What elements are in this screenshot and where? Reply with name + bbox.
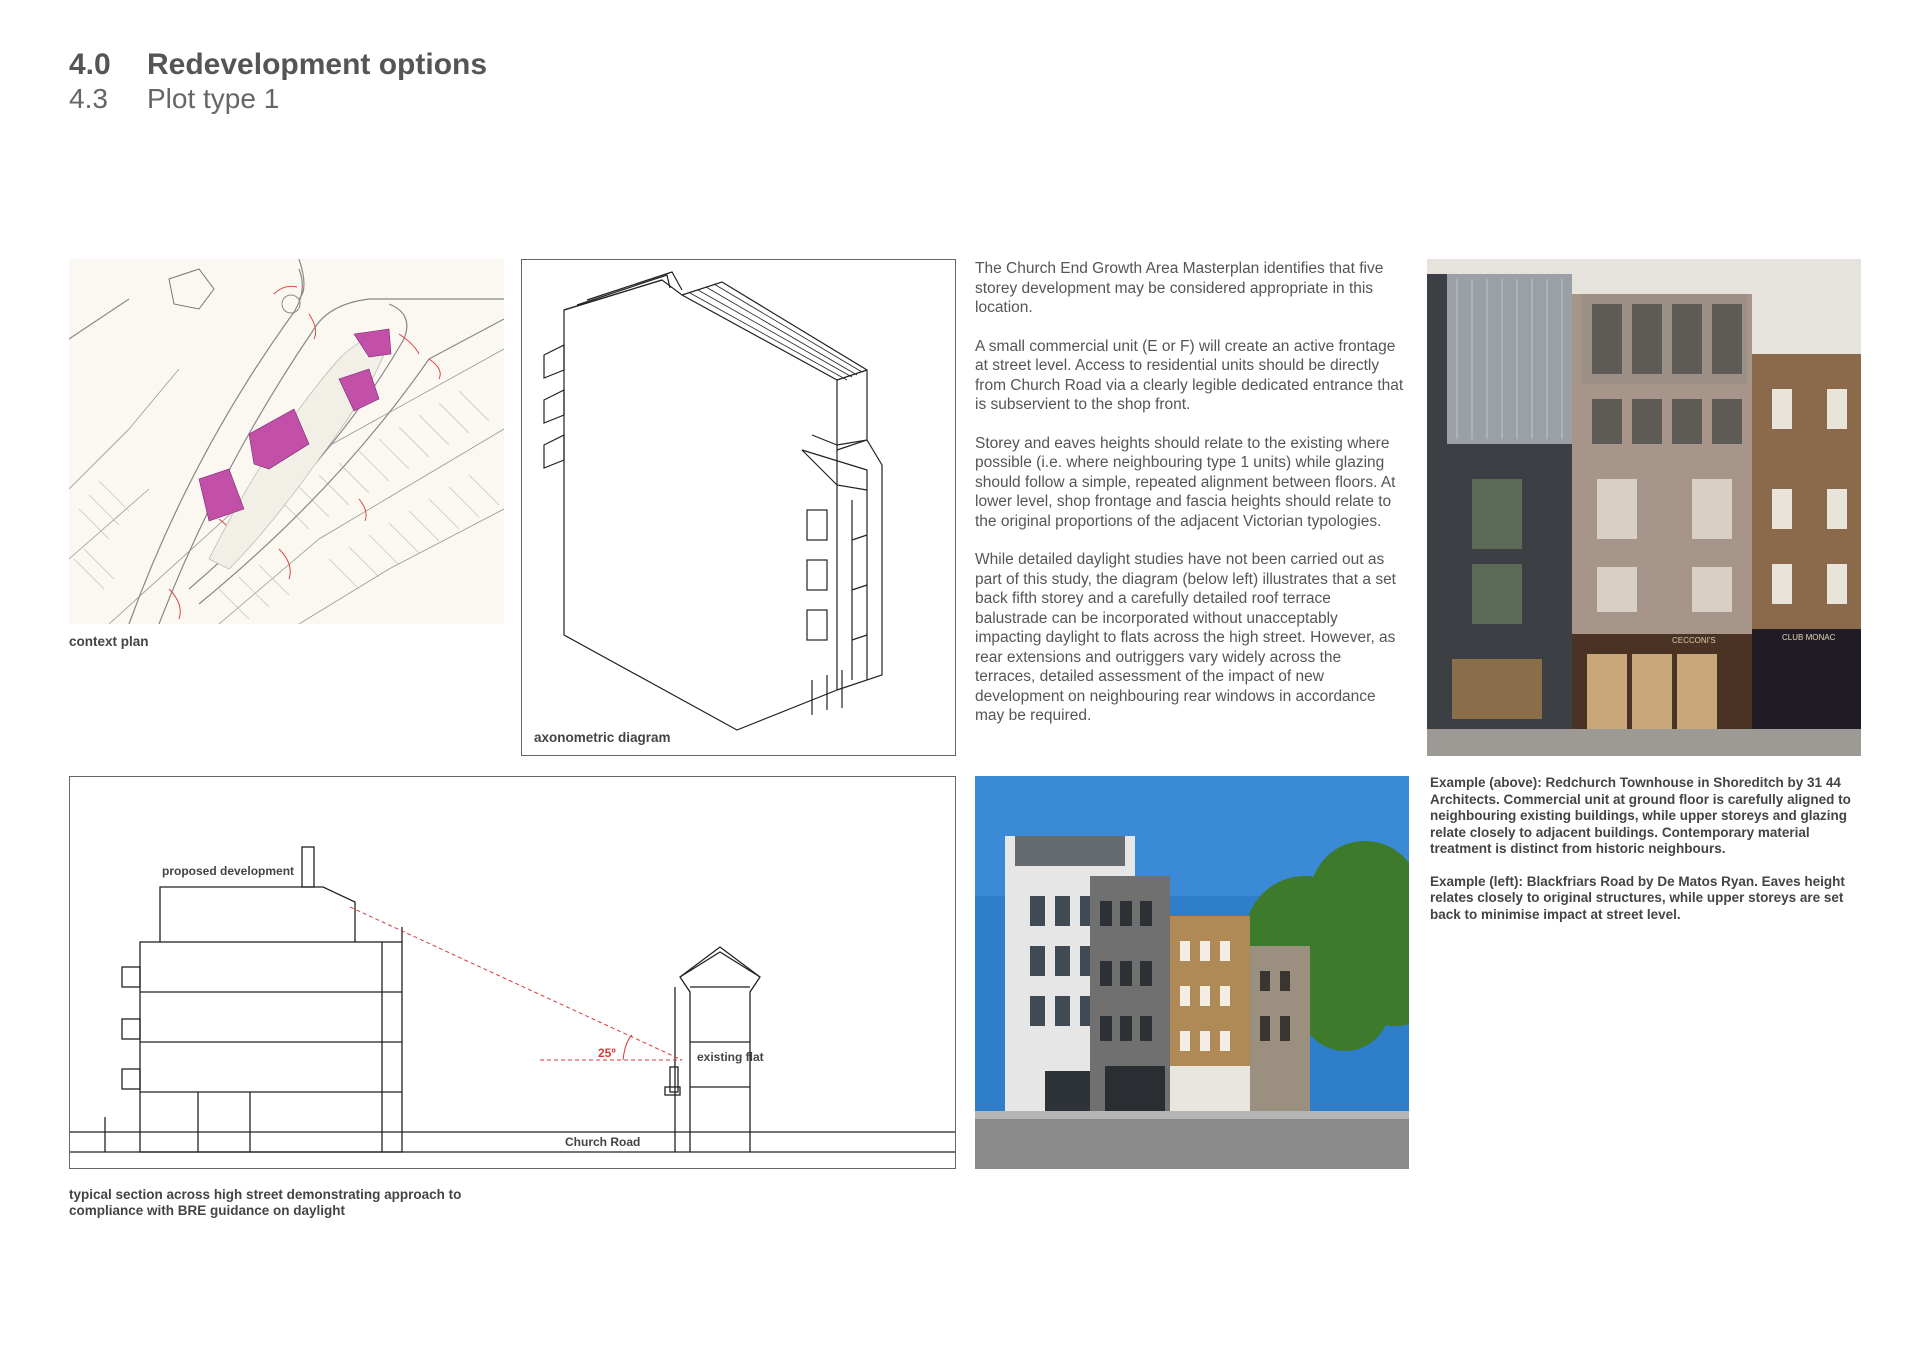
section-panel — [69, 776, 956, 1169]
example-above: Example (above): Redchurch Townhouse in Shoreditch by 31 44 Architects. Commercial unit at ground floor is carefully aligned to neighbouring existing buildings, while upper storeys and glazing relate closely to adjacent buildings. Contemporary material treatment is distinct from historic neighbours. — [1430, 775, 1851, 856]
axonometric-drawing — [522, 260, 955, 755]
proposed-development-label: proposed development — [162, 864, 295, 878]
body-paragraph-4: While detailed daylight studies have not been carried out as part of this study, the diagram (below left) illustrates that a set back fifth storey and a carefully detailed roof terrace balustrade can be incorporated without unacceptably impacting daylight to flats across the high street. However, as rear extensions and outriggers vary widely across the terraces, detailed assessment of the impact of new development on neighbouring rear windows in accordance may be required. — [975, 551, 1396, 724]
body-paragraph-1: The Church End Growth Area Masterplan identifies that five storey development may be considered appropriate in this location. — [975, 260, 1384, 316]
townhouse-photo — [1427, 259, 1861, 756]
subsection-title: Plot type 1 — [147, 83, 280, 114]
section-drawing — [70, 777, 955, 1168]
townhouse-sign-left: CECCONI'S — [1672, 636, 1716, 645]
axonometric-caption: axonometric diagram — [534, 730, 671, 745]
example-left: Example (left): Blackfriars Road by De Matos Ryan. Eaves height relates closely to original structures, while upper storeys are set back to minimise impact at street level. — [1430, 873, 1845, 922]
blackfriars-photo — [975, 776, 1409, 1169]
example-text — [1430, 775, 1860, 939]
body-paragraph-2: A small commercial unit (E or F) will create an active frontage at street level. Access to residential units should be directly from Church Road via a clearly legible dedicated entrance that is subservient to the shop front. — [975, 337, 1404, 413]
body-text — [975, 259, 1405, 745]
townhouse-sign-right: CLUB MONAC — [1782, 633, 1836, 642]
subsection-number: 4.3 — [69, 83, 108, 114]
daylight-sightline — [350, 907, 682, 1060]
church-road-label: Church Road — [565, 1135, 641, 1149]
section-title: Redevelopment options — [147, 48, 488, 81]
context-plan-caption: context plan — [69, 634, 149, 649]
section-number: 4.0 — [69, 48, 111, 81]
context-plan-map — [69, 259, 504, 624]
angle-label: 25º — [598, 1046, 616, 1060]
axonometric-panel — [521, 259, 956, 756]
section-caption: typical section across high street demonstrating approach to compliance with BRE guidance on daylight — [69, 1187, 462, 1218]
existing-flat-label: existing flat — [697, 1050, 764, 1064]
body-paragraph-3: Storey and eaves heights should relate to the existing where possible (i.e. where neighbouring type 1 units) while glazing should follow a simple, repeated alignment between floors. At lower level, shop frontage and fascia heights should relate to the original proportions of the adjacent Victorian typologies. — [975, 434, 1396, 530]
